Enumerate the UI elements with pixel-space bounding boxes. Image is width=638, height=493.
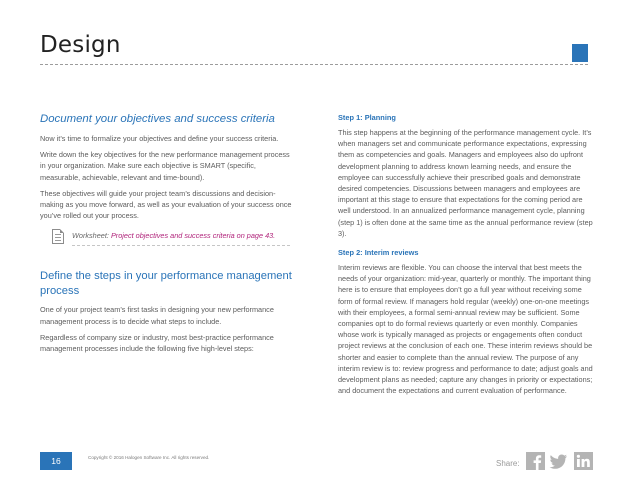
paragraph: Now it’s time to formalize your objectives and define your success criteria. xyxy=(40,134,279,143)
page-title: Design xyxy=(40,32,121,58)
worksheet-text xyxy=(72,231,275,240)
paragraph: One of your project team’s first tasks in designing your new performance management process is to decide what steps to include. xyxy=(40,305,274,326)
left-column xyxy=(40,112,294,359)
header-divider xyxy=(40,64,588,65)
step2-heading: Step 2: Interim reviews xyxy=(338,248,419,258)
worksheet-link[interactable]: Project objectives and success criteria on page 43. xyxy=(110,231,276,241)
header-accent-box xyxy=(572,44,588,62)
paragraph: Regardless of company size or industry, most best-practice performance management processes include the following five high-level steps: xyxy=(40,332,274,354)
linkedin-icon[interactable] xyxy=(574,452,593,470)
facebook-icon[interactable] xyxy=(526,452,545,470)
paragraph: Write down the key objectives for the new performance management process in your organization. Make sure each objective is SMART (specific, measurable, achievable, relevant and time-bound). xyxy=(40,150,290,182)
worksheet-prefix: Worksheet: xyxy=(72,231,111,241)
paragraph: These objectives will guide your project team’s discussions and decision-making as you move forward, as well as your evaluation of your success once you’ve rolled out your process. xyxy=(40,188,292,221)
step2-text: Interim reviews are flexible. You can choose the interval that best meets the needs of your organization: mid-year, quarterly or monthly. The important thing here is to ensure that employees don’t go a full year without receiving some form of formal review. If managers hold regular (weekly) one-on-one meetings with their employees, a formal semi-annual review may be sufficient. Some companies opt to do formal reviews quarterly or even monthly. Companies whose work is typically managed as projects or engagements often conduct project reviews at the conclusion of each one. These interim reviews should be shorter and easier to complete than the annual review. The purpose of any interim review is to: review progress and performance to date; adjust goals and development plans as needed; capture any changes in priority or expectations; and document the expectations and current evaluation of performance. xyxy=(338,263,593,396)
right-column xyxy=(338,112,594,401)
step1-heading: Step 1: Planning xyxy=(338,113,396,122)
worksheet-divider xyxy=(72,245,290,246)
document-icon xyxy=(52,229,64,244)
step1-text: This step happens at the beginning of the performance management cycle. It’s when managers set and communicate performance expectations, expressing them as competencies and goals. Managers and employees also do upfront development planning to address known learning needs, and ensure the employee can successfully achieve their prescribed goals and demonstrate desired competencies. Discussions between managers and employees are important at this stage to ensure that expectations for the coming period are well understood. In an annualized performance management cycle, planning (step 1) is often done at the same time as the annual performance review (step 3). xyxy=(338,128,593,238)
worksheet-reference xyxy=(40,229,294,251)
page-number: 16 xyxy=(40,452,72,470)
copyright-text: Copyright © 2016 Halogen Software Inc. All rights reserved. xyxy=(88,455,210,460)
share-label: Share: xyxy=(496,459,520,468)
section-heading-steps: Define the steps in your performance management process xyxy=(40,270,292,297)
twitter-icon[interactable] xyxy=(549,452,568,470)
section-heading-objectives: Document your objectives and success criteria xyxy=(40,113,275,125)
